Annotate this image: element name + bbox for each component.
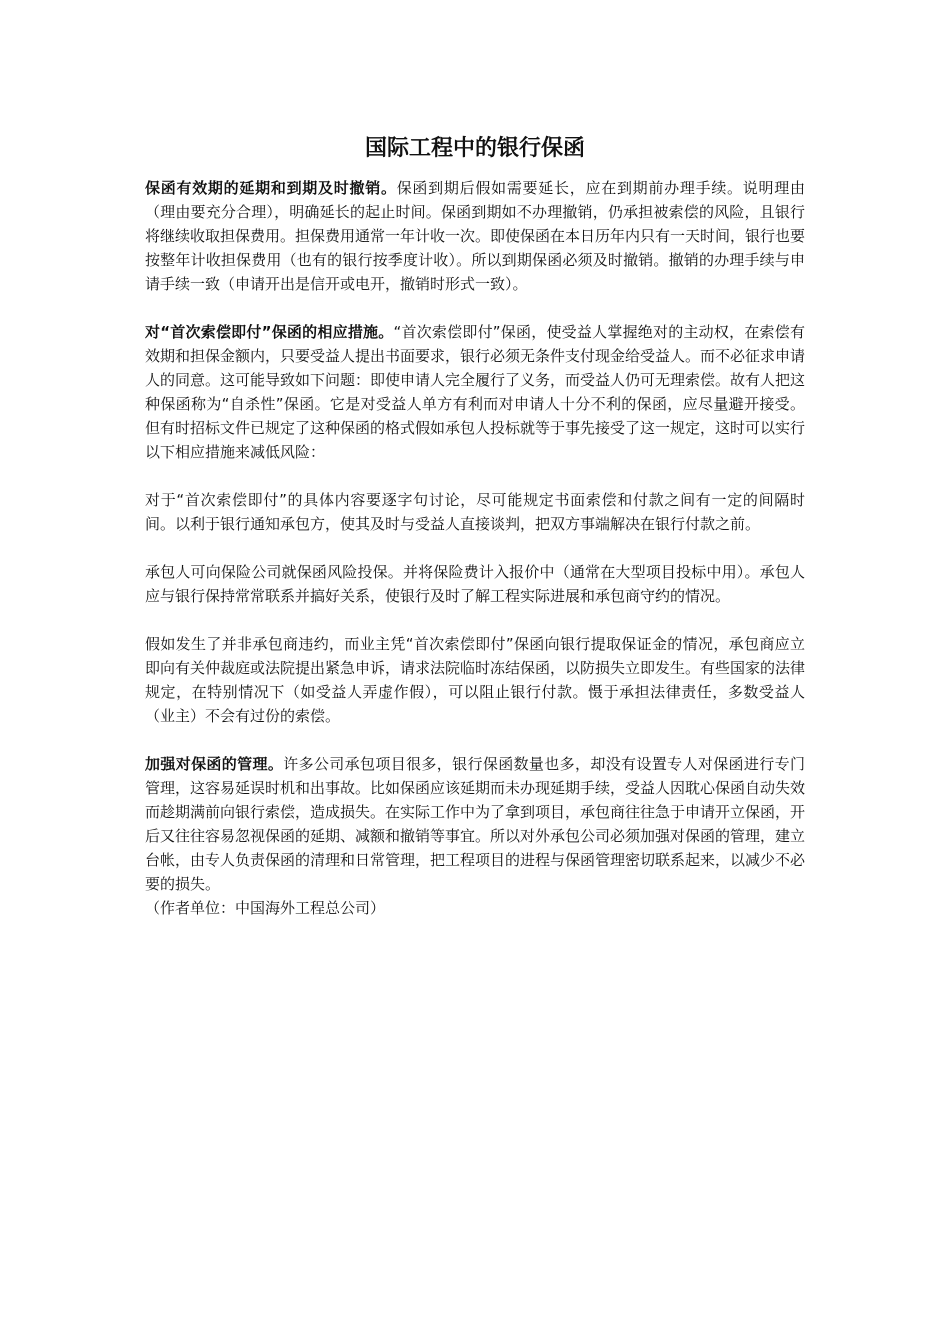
paragraph-bond-extension (145, 176, 805, 296)
paragraph-text: 承包人可向保险公司就保函风险投保。并将保险费计入报价中（通常在大型项目投标中用）。承包人应与银行保持常常联系并搞好关系，使银行及时了解工程实际进展和承包商守约的情况。 (145, 563, 805, 605)
paragraph-clause-negotiation (145, 488, 805, 536)
paragraph-bond-management (145, 752, 805, 896)
paragraph-insurance (145, 560, 805, 608)
author-affiliation: （作者单位：中国海外工程总公司） (145, 899, 386, 917)
document-title: 国际工程中的银行保函 (364, 136, 585, 161)
paragraph-lead: 对“首次索偿即付”保函的相应措施。 (145, 323, 394, 341)
paragraph-legal-appeal (145, 632, 805, 728)
paragraph-first-demand-measures (145, 320, 805, 464)
paragraph-lead: 保函有效期的延期和到期及时撤销。 (145, 179, 397, 197)
document-body (145, 176, 805, 920)
paragraph-text: “首次索偿即付”保函，使受益人掌握绝对的主动权，在索偿有效期和担保金额内，只要受益人提出书面要求，银行必须无条件支付现金给受益人。而不必征求申请人的同意。这可能导致如下问题：即使申请人完全履行了义务，而受益人仍可无理索偿。故有人把这种保函称为“自杀性”保函。它是对受益人单方有利而对申请人十分不利的保函，应尽量避开接受。但有时招标文件已规定了这种保函的格式假如承包人投标就等于事先接受了这一规定，这时可以实行以下相应措施来减低风险： (145, 323, 806, 461)
paragraph-lead: 加强对保函的管理。 (145, 755, 284, 773)
paragraph-text: 假如发生了并非承包商违约，而业主凭“首次索偿即付”保函向银行提取保证金的情况，承包商应立即向有关仲裁庭或法院提出紧急申诉，请求法院临时冻结保函，以防损失立即发生。有些国家的法律规定，在特别情况下（如受益人弄虚作假），可以阻止银行付款。慑于承担法律责任，多数受益人（业主）不会有过份的索偿。 (145, 635, 806, 725)
paragraph-text: 许多公司承包项目很多，银行保函数量也多，却没有设置专人对保函进行专门管理，这容易延误时机和出事故。比如保函应该延期而未办现延期手续，受益人因耽心保函自动失效而趁期满前向银行索偿，造成损失。在实际工作中为了拿到项目，承包商往往急于申请开立保函，开后又往往容易忽视保函的延期、减额和撤销等事宜。所以对外承包公司必须加强对保函的管理，建立台帐，由专人负责保函的清理和日常管理，把工程项目的进程与保函管理密切联系起来，以减少不必要的损失。 (145, 755, 806, 893)
paragraph-text: 对于“首次索偿即付”的具体内容要逐字句讨论，尽可能规定书面索偿和付款之间有一定的间隔时间。以利于银行通知承包方，使其及时与受益人直接谈判，把双方事端解决在银行付款之前。 (145, 491, 805, 533)
paragraph-text: 保函到期后假如需要延长，应在到期前办理手续。说明理由（理由要充分合理），明确延长的起止时间。保函到期如不办理撤销，仍承担被索偿的风险，且银行将继续收取担保费用。担保费用通常一年计收一次。即使保函在本日历年内只有一天时间，银行也要按整年计收担保费用（也有的银行按季度计收）。所以到期保函必须及时撤销。撤销的办理手续与申请手续一致（申请开出是信开或电开，撤销时形式一致）。 (145, 179, 806, 293)
